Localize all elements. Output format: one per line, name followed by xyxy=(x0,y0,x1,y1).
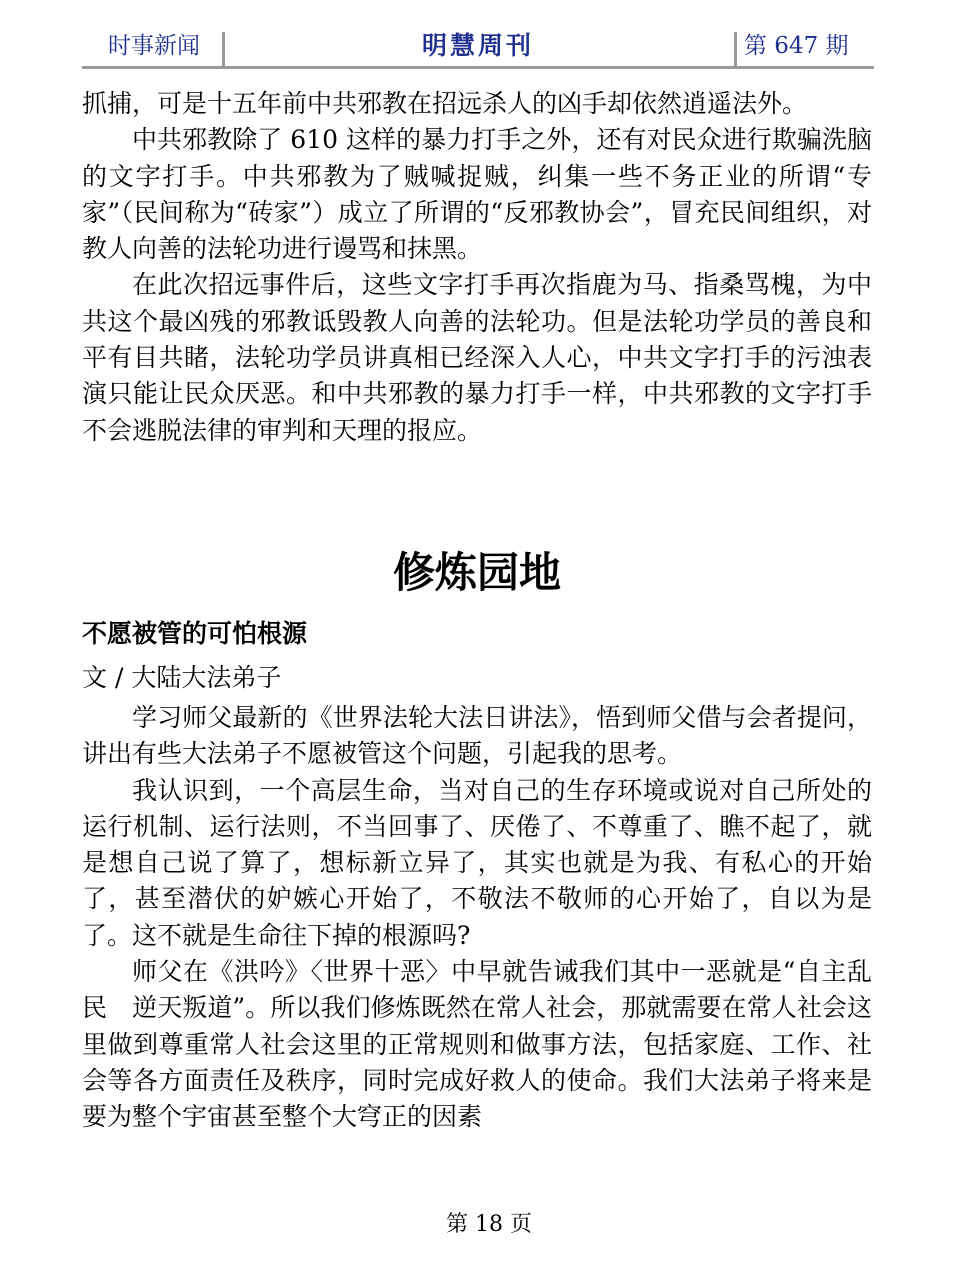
body-paragraph: 中共邪教除了 610 这样的暴力打手之外，还有对民众进行欺骗洗脑的文字打手。中共邪教为了贼喊捉贼，纠集一些不务正业的所谓“专家”（民间称为“砖家”）成立了所谓的“反邪教协会”，冒充民间组织，对教人向善的法轮功进行谩骂和抹黑。 xyxy=(82,125,872,264)
article-byline: 文 / 大陆大法弟子 xyxy=(82,662,282,692)
header-masthead: 明慧周刊 xyxy=(421,31,534,60)
article-title: 不愿被管的可怕根源 xyxy=(82,618,308,648)
section-title: 修炼园地 xyxy=(392,547,561,597)
page-content xyxy=(82,86,872,1136)
article-paragraph: 师父在《洪吟》〈世界十恶〉中早就告诫我们其中一恶就是“自主乱民 逆天叛道”。所以我们修炼既然在常人社会，那就需要在常人社会这里做到尊重常人社会这里的正常规则和做事方法，包括家庭、工作、社会等各方面责任及秩序，同时完成好救人的使命。我们大法弟子将来是要为整个宇宙甚至整个大穹正的因素 xyxy=(82,957,872,1132)
body-paragraph: 在此次招远事件后，这些文字打手再次指鹿为马、指桑骂槐，为中共这个最凶残的邪教诋毁教人向善的法轮功。但是法轮功学员的善良和平有目共睹，法轮功学员讲真相已经深入人心，中共文字打手的污浊表演只能让民众厌恶。和中共邪教的暴力打手一样，中共邪教的文字打手不会逃脱法律的审判和天理的报应。 xyxy=(82,270,872,445)
header-section-label: 时事新闻 xyxy=(108,33,200,59)
body-paragraph: 抓捕，可是十五年前中共邪教在招远杀人的凶手却依然逍遥法外。 xyxy=(82,89,808,118)
page-header xyxy=(82,28,874,69)
page-number: 第 18 页 xyxy=(446,1212,532,1237)
header-divider xyxy=(734,32,737,66)
header-issue-number: 第 647 期 xyxy=(744,33,849,59)
section-spacer xyxy=(82,449,872,542)
article-paragraph: 我认识到，一个高层生命，当对自己的生存环境或说对自己所处的运行机制、运行法则，不当回事了、厌倦了、不尊重了、瞧不起了，就是想自己说了算了，想标新立异了，其实也就是为我、有私心的开始了，甚至潜伏的妒嫉心开始了，不敬法不敬师的心开始了，自以为是了。这不就是生命往下掉的根源吗? xyxy=(82,775,872,950)
article-paragraph: 学习师父最新的《世界法轮大法日讲法》，悟到师父借与会者提问，讲出有些大法弟子不愿被管这个问题，引起我的思考。 xyxy=(82,702,872,769)
